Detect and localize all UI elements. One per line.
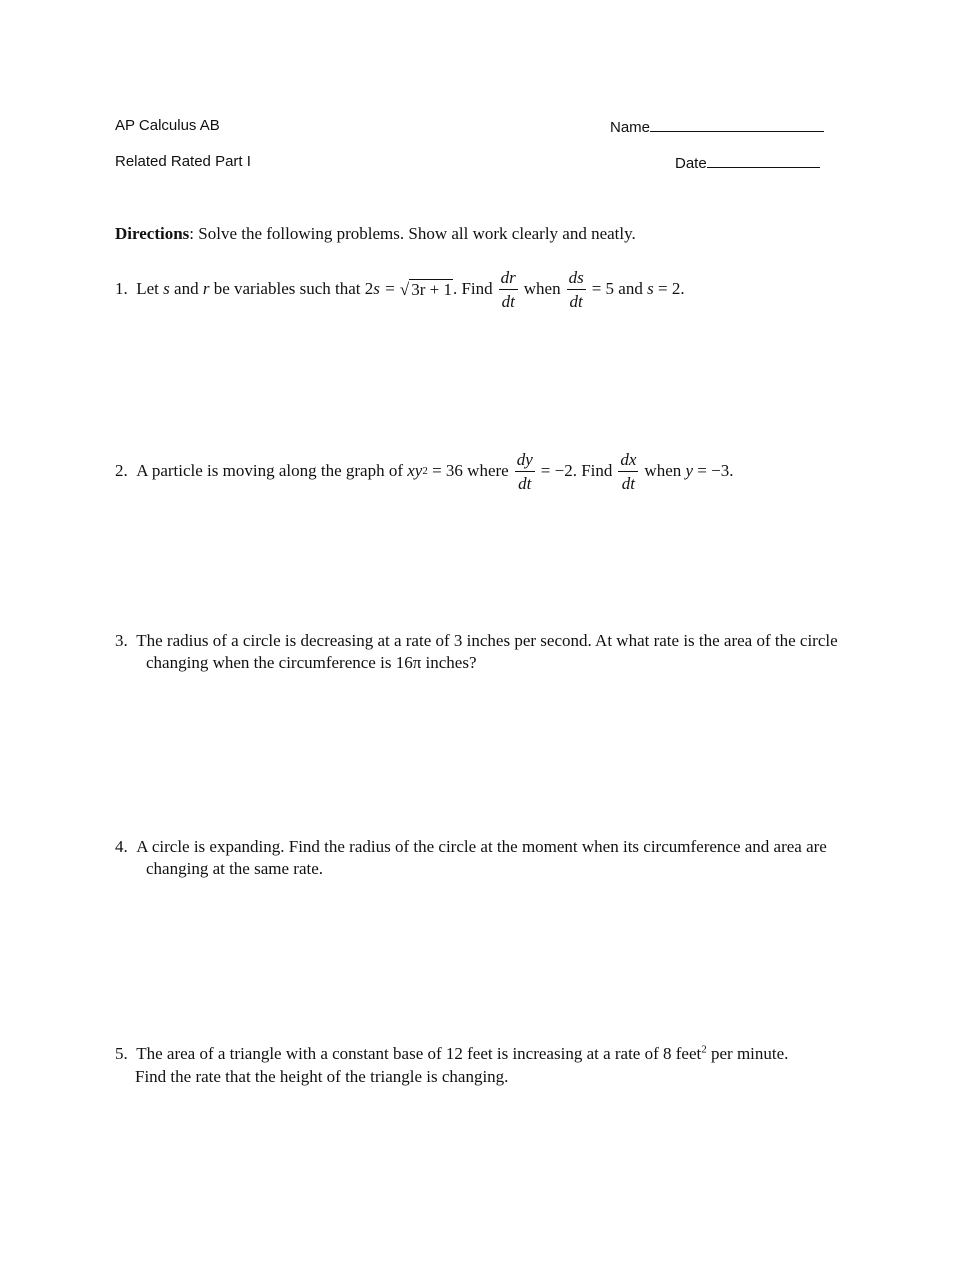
- name-field[interactable]: [610, 117, 824, 136]
- problem-3: [115, 631, 838, 651]
- fraction-dy-dt: $\frac{dy}{dt}$: [516, 449, 533, 493]
- problem-1: 1. Let s and r be variables such that 2 s = √ 3r + 1 . Find $\frac{dr}{dt}$ when $\frac{ds}{dt}$ = 5 and s = 2.: [115, 267, 685, 311]
- problem-4-continued: changing at the same rate.: [146, 859, 324, 878]
- assignment-title: Related Rated Part I: [115, 153, 251, 170]
- problem-number: 5.: [115, 1044, 128, 1063]
- problem-number: 1.: [115, 279, 128, 298]
- problem-text: The radius of a circle is decreasing at a rate of 3 inches per second. At what rate is the area of the circle: [136, 631, 838, 650]
- problem-5: 5. The area of a triangle with a constant base of 12 feet is increasing at a rate of 8 feet$^2$ per minute.: [115, 1043, 789, 1063]
- directions-label: Directions: [115, 224, 190, 243]
- problem-number: 3.: [115, 631, 128, 650]
- problem-text: A circle is expanding. Find the radius of the circle at the moment when its circumference and area are: [136, 837, 827, 856]
- course-title: AP Calculus AB: [115, 117, 220, 134]
- date-label: Date: [675, 155, 707, 172]
- fraction-ds-dt: $\frac{ds}{dt}$: [568, 267, 584, 311]
- name-blank[interactable]: [650, 117, 824, 132]
- date-field[interactable]: [675, 153, 820, 172]
- directions-text: : Solve the following problems. Show all work clearly and neatly.: [189, 224, 636, 243]
- problem-text: The area of a triangle with a constant base of 12 feet is increasing at a rate of 8 feet: [136, 1044, 702, 1063]
- problem-4: [115, 837, 827, 857]
- problem-number: 4.: [115, 837, 128, 856]
- date-blank[interactable]: [707, 153, 820, 168]
- problem-2: 2. A particle is moving along the graph of xy 2 = 36 where $\frac{dy}{dt}$ = −2. Find $\frac{dx}{dt}$ when y = −3.: [115, 449, 734, 493]
- problem-3-continued: changing when the circumference is 16π inches?: [146, 653, 477, 672]
- problem-5-continued: Find the rate that the height of the triangle is changing.: [135, 1067, 509, 1086]
- square-root: √ 3r + 1: [399, 279, 452, 299]
- fraction-dr-dt: $\frac{dr}{dt}$: [500, 267, 516, 311]
- directions: [115, 224, 636, 244]
- fraction-dx-dt: $\frac{dx}{dt}$: [620, 449, 637, 493]
- name-label: Name: [610, 119, 651, 136]
- problem-number: 2.: [115, 461, 128, 480]
